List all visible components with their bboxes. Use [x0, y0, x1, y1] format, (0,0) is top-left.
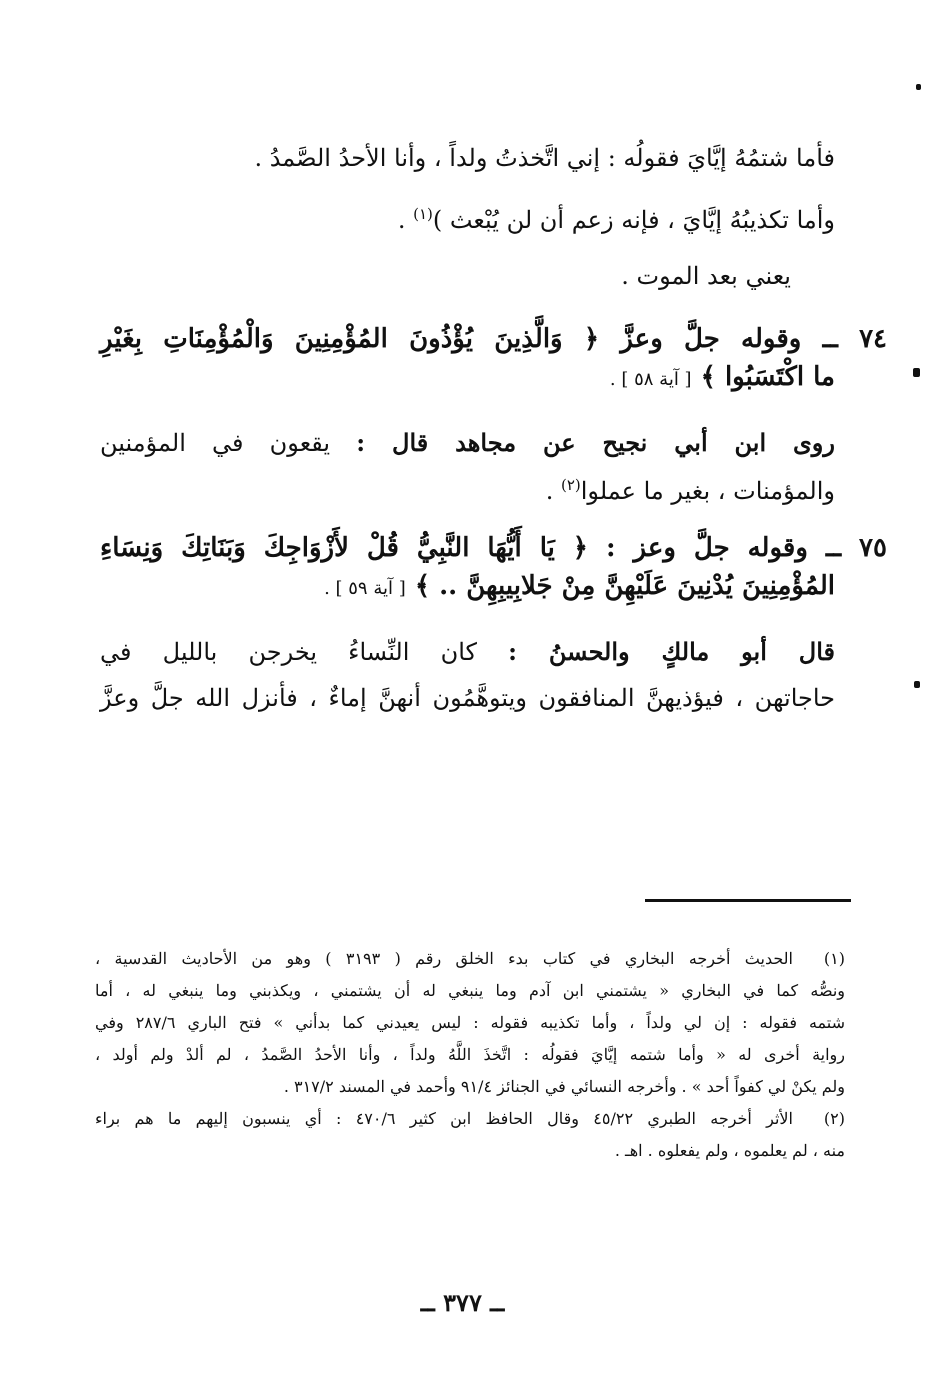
- footnote-number: (٢): [823, 1109, 845, 1128]
- item-75-line-1: ٧٥ ــ وقوله جلَّ وعز : ﴿ يَا أَيُّهَا النَّبِيُّ قُلْ لأَزْوَاجِكَ وَبَنَاتِكَ وَنِسَاءِ: [100, 533, 887, 563]
- narrator: روى ابن أبي نجيح عن مجاهد قال :: [356, 428, 835, 457]
- paragraph-after-death: يعني بعد الموت .: [621, 262, 791, 290]
- abu-malik-line-2: حاجاتهن ، فيؤذيهنَّ المنافقون ويتوهَّمُون أنهنَّ إماءٌ ، فأنزل الله جلَّ وعزَّ: [100, 684, 835, 712]
- margin-mark: [914, 681, 920, 688]
- footnote-number: (١): [823, 949, 845, 968]
- item-74-number: ٧٤ ــ: [822, 324, 888, 354]
- page-number: ــ ٣٧٧ ــ: [420, 1288, 505, 1317]
- item-74-line-1: ٧٤ ــ وقوله جلَّ وعزَّ ﴿ وَالَّذِينَ يُؤْذُونَ المُؤْمِنِينَ وَالْمُؤْمِنَاتِ بِغَيْرِ: [100, 324, 888, 354]
- main-text: [100, 140, 888, 716]
- narrator: قال أبو مالكٍ والحسنُ :: [508, 637, 835, 666]
- margin-mark: [913, 368, 920, 377]
- paragraph-mujahid: [100, 425, 835, 509]
- item-75-number: ٧٥ ــ: [825, 533, 887, 563]
- footnote-separator: [645, 899, 851, 902]
- aya-ref-59: [ آية ٥٩ ]: [335, 578, 406, 599]
- margin-mark: [916, 84, 921, 90]
- footnotes: [95, 943, 845, 1167]
- abu-malik-line-1: قال أبو مالكٍ والحسنُ : كان النِّساءُ يخرجن بالليل في: [100, 637, 835, 666]
- item-74: [100, 320, 887, 399]
- aya-ref-58: [ آية ٥٨ ]: [621, 369, 692, 390]
- footnote-1: (١) الحديث أخرجه البخاري في كتاب بدء الخلق رقم ( ٣١٩٣ ) وهو من الأحاديث القدسية ، ونصُّه كما في البخاري « يشتمني ابن آدم وما ينبغي له أن يشتمني ، ويكذبني وما ينبغي له ، أما شتمه فقوله : إن لي ولداً ، وأما تكذيبه فقوله : ليس يعيدني كما بدأني » فتح الباري ٢٨٧/٦ وفي رواية أخرى له « وأما شتمه إيَّايَ فقولُه : اتَّخذَ اللَّهُ ولداً ، وأنا الأحدُ الصَّمدُ ، لم ألدْ ولم أولد ، ولم يكنْ لي كفواً أحد » . وأخرجه النسائي في الجنائز ٩١/٤ وأحمد في المسند ٣١٧/٢ .: [95, 943, 845, 1103]
- item-74-line-2: ما اكْتَسَبُوا ﴾ [ آية ٥٨ ] .: [609, 362, 835, 392]
- mujahid-line-1: روى ابن أبي نجيح عن مجاهد قال : يقعون في المؤمنين: [100, 428, 835, 457]
- paragraph-takdhib: وأما تكذيبُهُ إيَّايَ ، فإنه زعم أن لن يُبْعث )$^{(١)}$ .: [397, 205, 835, 234]
- footnote-ref-2: (٢): [560, 476, 581, 494]
- footnote-2: (٢) الأثر أخرجه الطبري ٤٥/٢٢ وقال الحافظ ابن كثير ٤٧٠/٦ : أي ينسبون إليهم ما هم براء منه ، لم يعلموه ، ولم يفعلوه . اهـ .: [95, 1103, 845, 1167]
- footnote-ref-1: (١): [413, 205, 433, 223]
- item-75-line-2: المُؤْمِنِينَ يُدْنِينَ عَلَيْهِنَّ مِنْ جَلابِيبِهِنَّ .. ﴾ [ آية ٥٩ ] .: [324, 571, 835, 601]
- item-75: [100, 529, 887, 608]
- paragraph-shatm: فأما شتمُهُ إيَّايَ فقولُه : إني اتَّخذتُ ولداً ، وأنا الأحدُ الصَّمدُ .: [254, 144, 835, 172]
- paragraph-abu-malik: [100, 634, 835, 716]
- mujahid-line-2: والمؤمنات ، بغير ما عملوا$^{(٢)}$ .: [545, 476, 835, 505]
